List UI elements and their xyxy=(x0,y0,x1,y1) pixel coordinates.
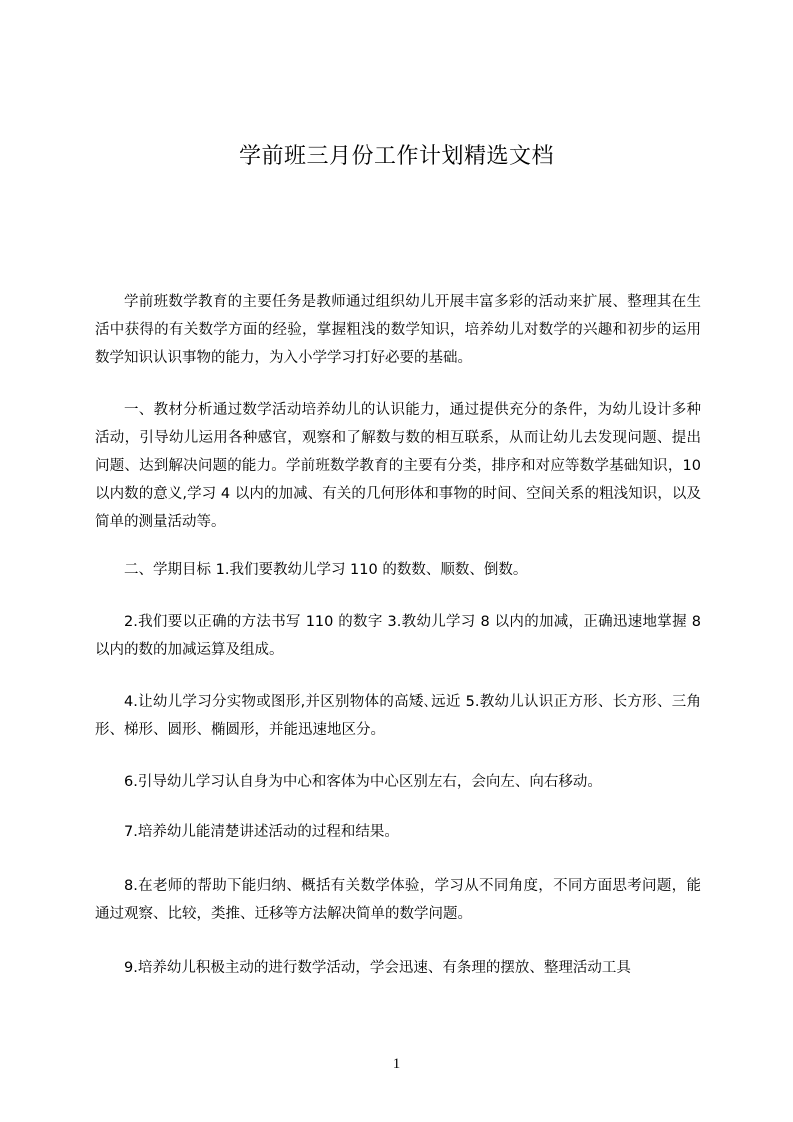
paragraph-goal-9: 9.培养幼儿积极主动的进行数学活动，学会迅速、有条理的摆放、整理活动工具 xyxy=(124,960,631,976)
paragraph-material-analysis: 一、教材分析通过数学活动培养幼儿的认识能力，通过提供充分的条件，为幼儿设计多种活动，引导幼儿运用各种感官，观察和了解数与数的相互联系，从而让幼儿去发现问题、提出问题、达到解决问题的能力。学前班数学教育的主要有分类，排序和对应等数学基础知识，10 以内数的意义,学习 4 以内的加减、有关的几何形体和事物的时间、空间关系的粗浅知识，以及简单的测量活动等。 xyxy=(95,402,701,530)
page-number: 1 xyxy=(392,1056,401,1072)
document-title: 学前班三月份工作计划精选文档 xyxy=(238,144,554,169)
paragraph-goal-1: 二、学期目标 1.我们要教幼儿学习 110 的数数、顺数、倒数。 xyxy=(124,562,528,578)
paragraph-goal-2-3: 2.我们要以正确的方法书写 110 的数字 3.教幼儿学习 8 以内的加减，正确迅速地掌握 8 以内的数的加减运算及组成。 xyxy=(95,614,701,658)
paragraph-goal-6: 6.引导幼儿学习认自身为中心和客体为中心区别左右，会向左、向右移动。 xyxy=(124,774,602,790)
paragraph-intro: 学前班数学教育的主要任务是教师通过组织幼儿开展丰富多彩的活动来扩展、整理其在生活中获得的有关数学方面的经验，掌握粗浅的数学知识，培养幼儿对数学的兴趣和初步的运用数学知识认识事物的能力，为入小学学习打好必要的基础。 xyxy=(95,294,701,366)
paragraph-goal-8: 8.在老师的帮助下能归纳、概括有关数学体验，学习从不同角度，不同方面思考问题，能通过观察、比较，类推、迁移等方法解决简单的数学问题。 xyxy=(95,878,701,922)
paragraph-goal-4-5: 4.让幼儿学习分实物或图形,并区别物体的高矮､远近 5.教幼儿认识正方形、长方形、三角形、梯形、圆形、椭圆形，并能迅速地区分。 xyxy=(95,694,701,738)
paragraph-goal-7: 7.培养幼儿能清楚讲述活动的过程和结果。 xyxy=(124,824,399,840)
